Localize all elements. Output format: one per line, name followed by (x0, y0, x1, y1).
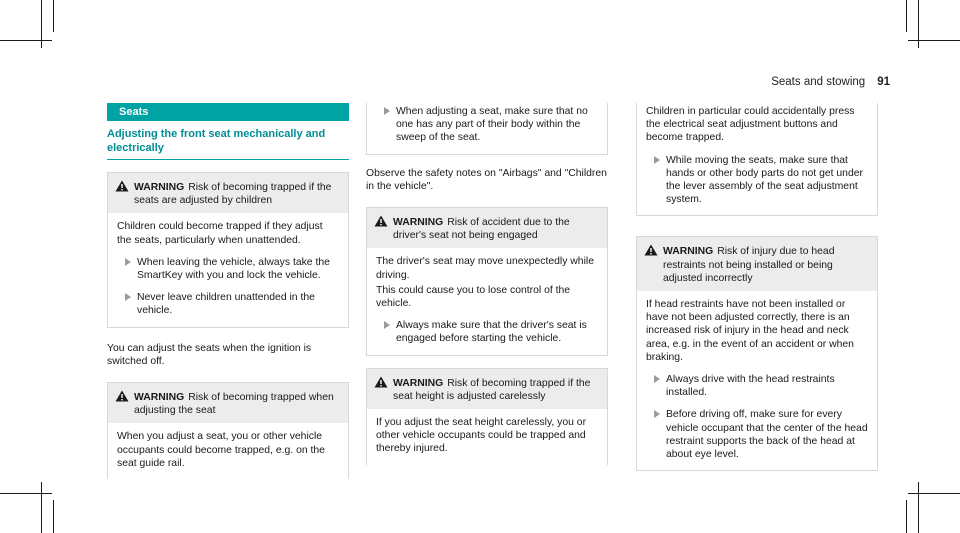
warning-box (107, 382, 349, 479)
warning-triangle-icon (644, 244, 658, 256)
warning-triangle-icon (115, 390, 129, 402)
warning-label: WARNING (393, 217, 444, 229)
list-item (646, 154, 868, 207)
subsection-title: Adjusting the front seat mechanically and electrically (107, 128, 349, 160)
bullet-arrow-icon (125, 258, 131, 266)
bullet-arrow-icon (384, 107, 390, 115)
list-item (646, 408, 868, 461)
warning-header (637, 237, 877, 291)
warning-text: This could cause you to lose control of the vehicle. (376, 284, 571, 310)
crop-mark (918, 482, 919, 533)
warning-body (637, 103, 877, 215)
running-header (771, 76, 890, 88)
warning-header (367, 369, 607, 409)
bullet-arrow-icon (384, 321, 390, 329)
bullet-arrow-icon (654, 375, 660, 383)
warning-triangle-icon (115, 180, 129, 192)
warning-box (636, 236, 878, 471)
warning-box-continued (366, 103, 608, 155)
crop-mark (0, 493, 52, 494)
warning-heading: Risk of becoming trapped when adjusting the seat (134, 392, 334, 417)
crop-mark (41, 482, 42, 533)
warning-text: Children could become trapped if they adjust the seats, particularly when unattended. (117, 221, 323, 246)
body-paragraph: Observe the safety notes on "Airbags" and "Children in the vehicle". (366, 167, 607, 192)
column-3 (636, 103, 878, 471)
list-item (117, 256, 339, 282)
warning-box (107, 172, 349, 328)
column-1 (107, 103, 349, 479)
crop-mark (906, 0, 907, 32)
warning-header (108, 383, 348, 423)
list-item-text: Always drive with the head restraints installed. (666, 374, 835, 399)
crop-mark (0, 40, 52, 41)
body-paragraph: You can adjust the seats when the ignition is switched off. (107, 342, 312, 367)
bullet-arrow-icon (654, 410, 660, 418)
warning-label: WARNING (663, 246, 714, 258)
warning-heading: Risk of accident due to the driver's seat not being engaged (393, 217, 570, 242)
warning-text: If head restraints have not been installed or have not been adjusted correctly, there is an increased risk of injury in the head and neck area, e.g. in the event of an accident or when braking. (646, 299, 854, 363)
warning-body (108, 213, 348, 326)
warning-heading: Risk of becoming trapped if the seat height is adjusted carelessly (393, 377, 591, 402)
warning-box (366, 368, 608, 465)
warning-body (637, 291, 877, 470)
warning-label: WARNING (134, 392, 185, 404)
warning-text: When you adjust a seat, you or other vehicle occupants could become trapped, e.g. on the seat guide rail. (117, 431, 325, 469)
bullet-arrow-icon (654, 156, 660, 164)
warning-text: If you adjust the seat height carelessly, you or other vehicle occupants could be trapped and thereby injured. (376, 417, 587, 455)
list-item-text: Always make sure that the driver's seat is engaged before starting the vehicle. (396, 320, 587, 345)
list-item-text: While moving the seats, make sure that hands or other body parts do not get under the lever assembly of the seat adjustment system. (666, 154, 863, 206)
list-item-text: Before driving off, make sure for every vehicle occupant that the center of the head restraint supports the back of the head at about eye level. (666, 409, 868, 461)
warning-label: WARNING (134, 182, 185, 193)
list-item (117, 291, 339, 317)
section-title: Seats (107, 103, 349, 121)
warning-heading: Risk of becoming trapped if the seats are adjusted by children (134, 182, 332, 207)
warning-body (108, 423, 348, 479)
warning-triangle-icon (374, 215, 388, 227)
warning-box-continued (636, 103, 878, 216)
warning-box (366, 207, 608, 356)
list-item-text: When leaving the vehicle, always take the SmartKey with you and lock the vehicle. (137, 256, 330, 282)
crop-mark (908, 40, 960, 41)
warning-label: WARNING (393, 377, 444, 389)
column-2 (366, 103, 608, 465)
crop-mark (53, 500, 54, 533)
crop-mark (908, 493, 960, 494)
list-item-text: Never leave children unattended in the vehicle. (137, 292, 315, 317)
header-section-title: Seats and stowing (771, 76, 866, 88)
warning-body (367, 103, 607, 154)
crop-mark (53, 0, 54, 32)
bullet-arrow-icon (125, 293, 131, 301)
list-item-text: When adjusting a seat, make sure that no one has any part of their body within the sweep of the seat. (396, 106, 588, 144)
warning-body (367, 409, 607, 465)
crop-mark (906, 500, 907, 533)
warning-text: The driver's seat may move unexpectedly while driving. (376, 256, 594, 281)
warning-text: Children in particular could accidentally press the electrical seat adjustment buttons and become trapped. (646, 106, 855, 144)
list-item (376, 319, 598, 345)
list-item (646, 373, 868, 399)
warning-triangle-icon (374, 376, 388, 388)
warning-header (367, 208, 607, 248)
warning-header (108, 173, 348, 213)
warning-body (367, 248, 607, 354)
list-item (376, 105, 598, 145)
warning-heading: Risk of injury due to head restraints not being installed or being adjusted incorrectly (663, 246, 835, 284)
page-number: 91 (877, 76, 890, 88)
